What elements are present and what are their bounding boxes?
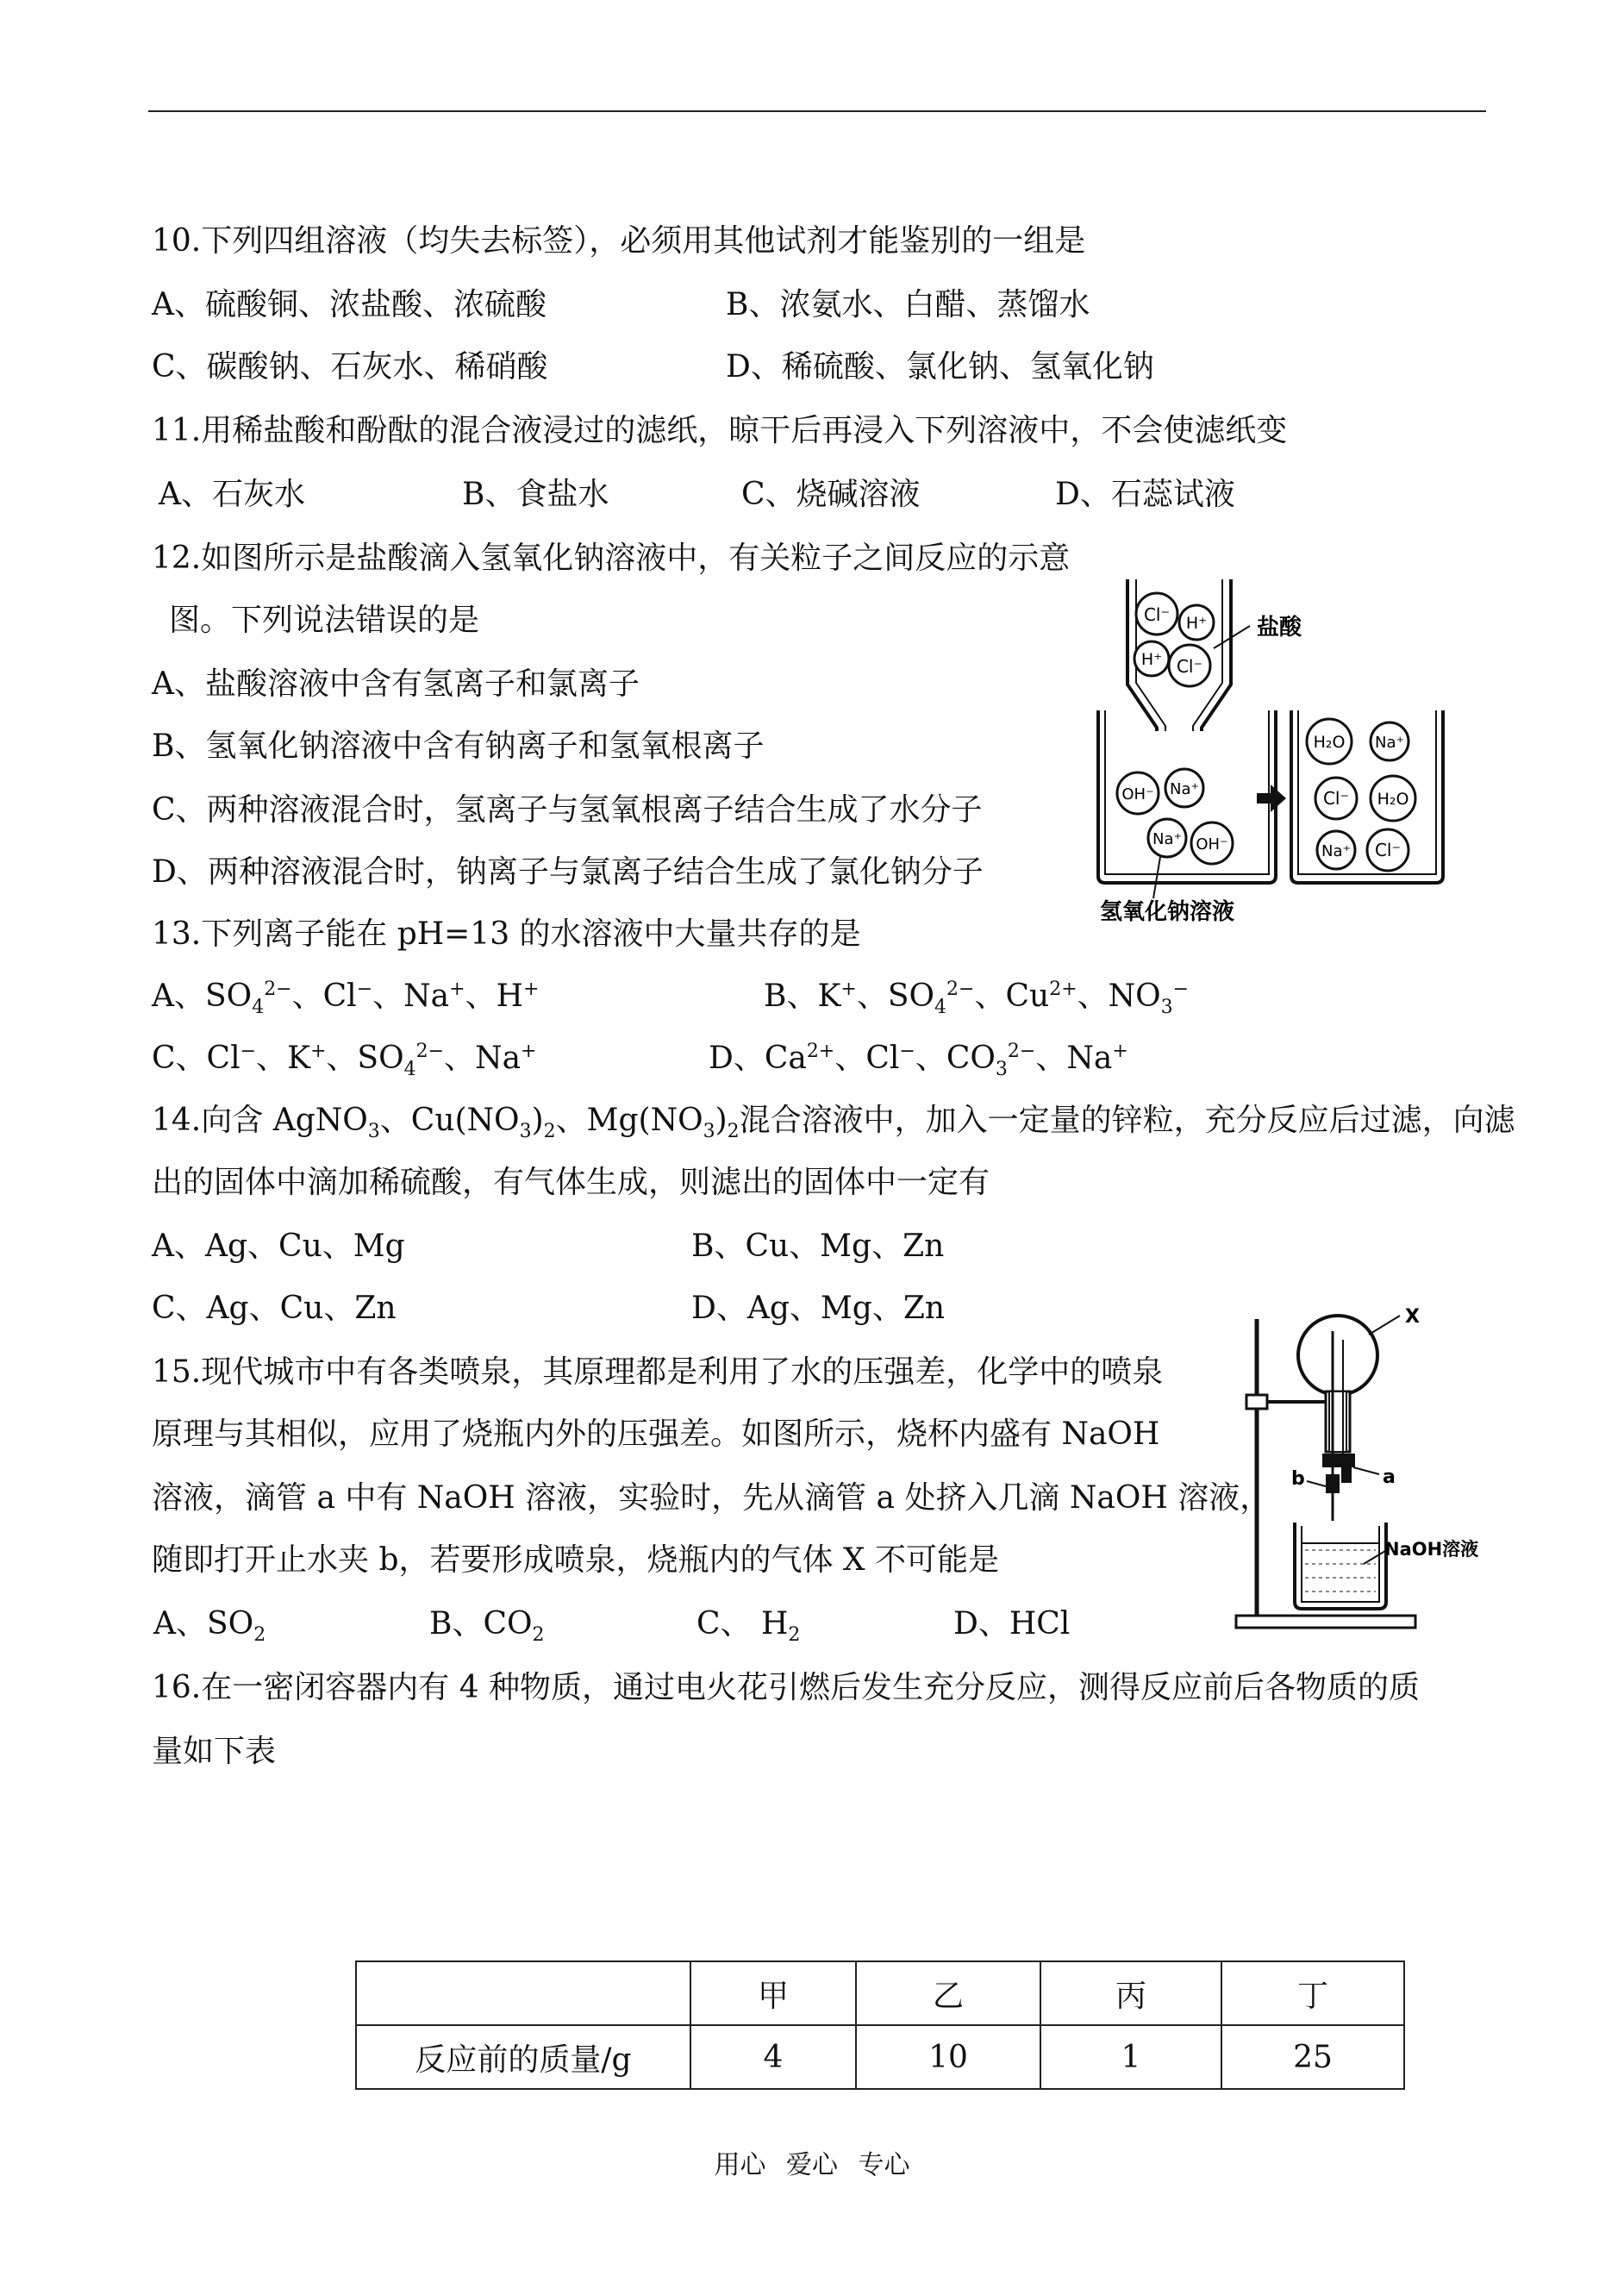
table-cell: 4 xyxy=(690,2025,856,2089)
acid-label: 盐酸 xyxy=(1257,615,1302,641)
q10-option-a: A、硫酸铜、浓盐酸、浓硫酸 xyxy=(152,287,547,322)
q13-option-b: B、K+、$SO_4^{2-}$、$Cu^{2+}$、$NO_3^-$ xyxy=(764,979,1190,1019)
table-cell: 25 xyxy=(1221,2025,1404,2089)
q10-option-d: D、稀硫酸、氯化钠、氢氧化钠 xyxy=(726,349,1154,385)
q10-option-b: B、浓氨水、白醋、蒸馏水 xyxy=(726,287,1090,322)
q14-option-d: D、Ag、Mg、Zn xyxy=(691,1291,946,1326)
beaker-ion-oh-1-label: OH⁻ xyxy=(1121,785,1154,804)
funnel-ion-cl-1-label: Cl⁻ xyxy=(1143,604,1171,625)
q13-option-d: D、$Ca^{2+}$、Cl−、$CO_3^{2-}$、Na+ xyxy=(709,1041,1128,1081)
base-label: 氢氧化钠溶液 xyxy=(1100,899,1235,925)
q15-option-b: B、$CO_2$ xyxy=(429,1606,545,1647)
q12-option-b: B、氢氧化钠溶液中含有钠离子和氢氧根离子 xyxy=(152,729,765,764)
q10-option-c: C、碳酸钠、石灰水、稀硝酸 xyxy=(152,349,548,385)
product-cl-2-label: Cl⁻ xyxy=(1374,840,1402,860)
a-label: a xyxy=(1383,1466,1396,1488)
q14-option-c: C、Ag、Cu、Zn xyxy=(152,1291,397,1326)
funnel-ion-cl-2-label: Cl⁻ xyxy=(1176,656,1203,677)
q12-stem-line1: 12.如图所示是盐酸滴入氢氧化钠溶液中，有关粒子之间反应的示意 xyxy=(152,541,1071,576)
stand-base xyxy=(1236,1616,1415,1628)
q11-option-c: C、烧碱溶液 xyxy=(741,477,921,512)
product-h2o-2-label: H₂O xyxy=(1377,790,1409,809)
table-cell: 反应前的质量/g xyxy=(356,2025,690,2089)
table-header-cell: 丙 xyxy=(1040,1961,1221,2025)
beaker-ion-na-2-label: Na⁺ xyxy=(1152,830,1182,848)
table-header-cell: 甲 xyxy=(690,1961,856,2025)
q11-option-a: A、石灰水 xyxy=(159,477,305,512)
product-na-2-label: Na⁺ xyxy=(1321,842,1351,860)
q15-line1: 15.现代城市中有各类喷泉，其原理都是利用了水的压强差，化学中的喷泉 xyxy=(152,1354,1164,1390)
q11-option-b: B、食盐水 xyxy=(462,477,609,512)
funnel-ion-h-1-label: H⁺ xyxy=(1185,614,1208,633)
q15-fountain-figure xyxy=(1227,1305,1486,1633)
q10-stem: 10.下列四组溶液（均失去标签），必须用其他试剂才能鉴别的一组是 xyxy=(152,223,1086,259)
q14-option-b: B、Cu、Mg、Zn xyxy=(691,1229,945,1264)
q14-stem-line2: 出的固体中滴加稀硫酸，有气体生成，则滤出的固体中一定有 xyxy=(152,1165,990,1200)
q11-stem: 11.用稀盐酸和酚酞的混合液浸过的滤纸，晾干后再浸入下列溶液中，不会使滤纸变 xyxy=(152,413,1288,448)
table-row xyxy=(356,2025,1404,2089)
q13-stem: 13.下列离子能在 pH=13 的水溶液中大量共存的是 xyxy=(152,916,861,952)
product-h2o-1-label: H₂O xyxy=(1313,733,1346,752)
product-na-1-label: Na⁺ xyxy=(1375,734,1404,752)
table-cell: 1 xyxy=(1040,2025,1221,2089)
q15-line3: 溶液，滴管 a 中有 NaOH 溶液，实验时，先从滴管 a 处挤入几滴 NaOH 溶液， xyxy=(152,1480,1271,1516)
table-header-cell: 丁 xyxy=(1221,1961,1404,2025)
reaction-arrow xyxy=(1257,785,1286,812)
q12-stem-line2: 图。下列说法错误的是 xyxy=(169,603,480,638)
q14-stem-pre: 14.向含 xyxy=(152,1103,273,1138)
header-rule xyxy=(148,110,1486,112)
q16-line1: 16.在一密闭容器内有 4 种物质，通过电火花引燃后发生充分反应，测得反应前后各物质的质 xyxy=(152,1670,1421,1705)
clamp-b xyxy=(1326,1474,1340,1493)
q14-stem-post: 混合溶液中，加入一定量的锌粒，充分反应后过滤，向滤 xyxy=(739,1103,1515,1138)
funnel-ion-h-2-label: H⁺ xyxy=(1140,650,1163,669)
q14-formulas: AgNO$_3$、$Cu(NO_3)_2$、$Mg(NO_3)_2$ xyxy=(272,1103,740,1143)
x-label: X xyxy=(1405,1306,1420,1328)
table-header-cell: 乙 xyxy=(856,1961,1040,2025)
beaker xyxy=(1295,1523,1386,1609)
q13-option-c: C、Cl−、K+、$SO_4^{2-}$、Na+ xyxy=(152,1041,537,1081)
q16-line2: 量如下表 xyxy=(152,1734,277,1769)
q11-option-d: D、石蕊试液 xyxy=(1055,477,1235,512)
q12-option-c: C、两种溶液混合时，氢离子与氢氧根离子结合生成了水分子 xyxy=(152,792,983,828)
q12-reaction-figure xyxy=(1086,572,1448,935)
table-cell: 10 xyxy=(856,2025,1040,2089)
table-header-row xyxy=(356,1961,1404,2025)
flask xyxy=(1298,1316,1377,1395)
table-header-cell xyxy=(356,1961,690,2025)
q14-stem-line1 xyxy=(152,1102,1515,1143)
q15-line2: 原理与其相似，应用了烧瓶内外的压强差。如图所示，烧杯内盛有 NaOH xyxy=(152,1416,1160,1452)
q13-option-a: A、$SO_4^{2-}$、Cl−、Na+、H+ xyxy=(152,979,540,1019)
beaker-ion-oh-2-label: OH⁻ xyxy=(1196,835,1228,854)
q15-option-c: C、 $H_2$ xyxy=(696,1606,801,1647)
b-label: b xyxy=(1291,1468,1305,1490)
page-footer: 用心 爱心 专心 xyxy=(714,2150,910,2180)
q15-option-a: A、$SO_2$ xyxy=(153,1606,266,1647)
q15-option-d: D、HCl xyxy=(953,1606,1071,1642)
q12-option-a: A、盐酸溶液中含有氢离子和氯离子 xyxy=(152,666,640,702)
q12-option-d: D、两种溶液混合时，钠离子与氯离子结合生成了氯化钠分子 xyxy=(152,854,984,890)
naoh-solution-label: NaOH溶液 xyxy=(1384,1539,1479,1560)
product-cl-1-label: Cl⁻ xyxy=(1322,788,1350,809)
beaker-ion-na-1-label: Na⁺ xyxy=(1170,780,1199,798)
q15-line4: 随即打开止水夹 b，若要形成喷泉，烧瓶内的气体 X 不可能是 xyxy=(152,1542,1000,1578)
mass-table xyxy=(355,1960,1405,2090)
q14-option-a: A、Ag、Cu、Mg xyxy=(152,1229,405,1264)
